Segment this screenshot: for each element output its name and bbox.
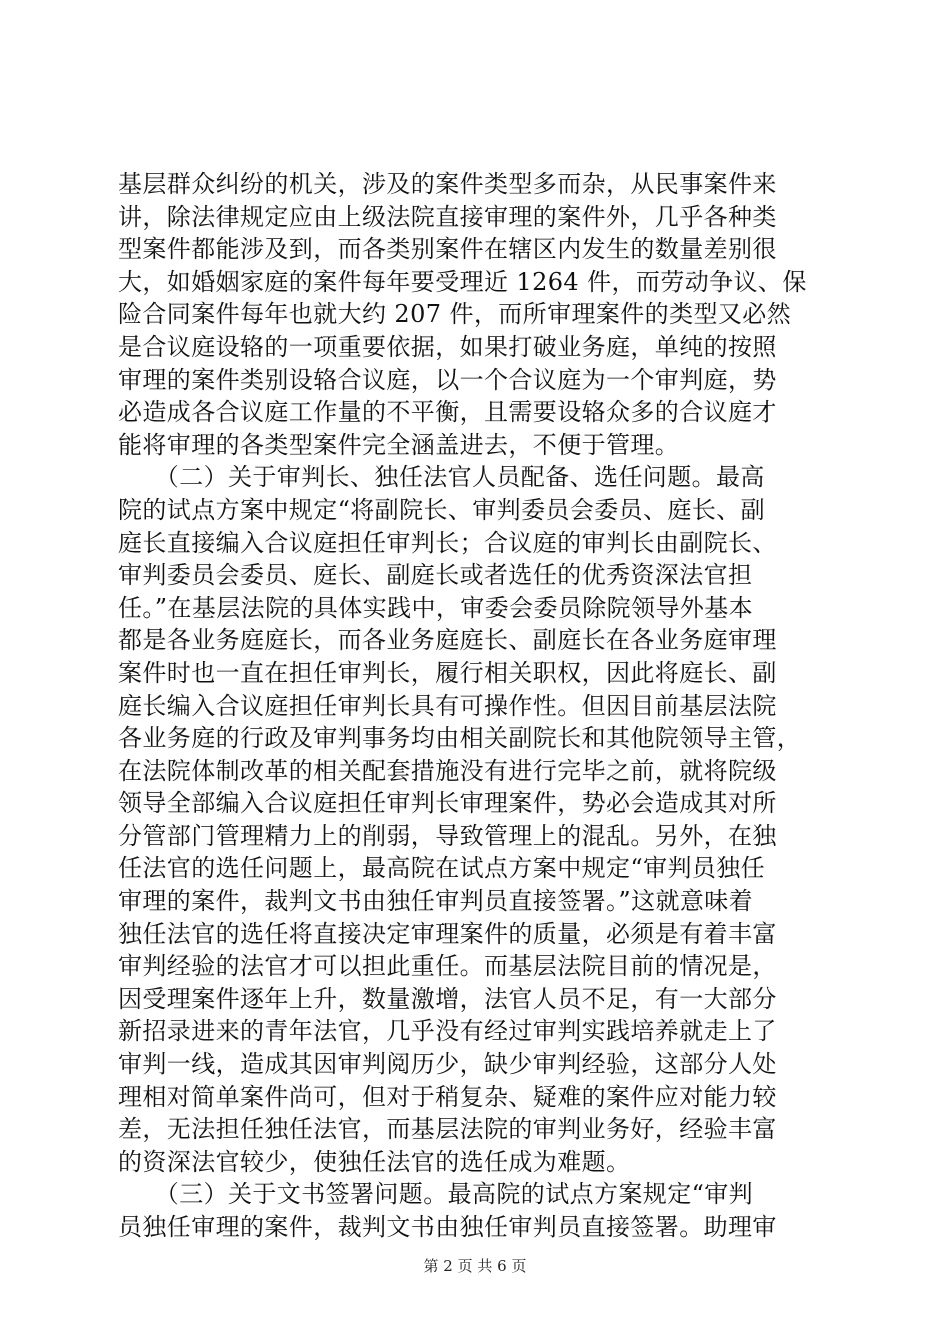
text-line: 新招录进来的青年法官，几乎没有经过审判实践培养就走上了: [118, 1017, 777, 1046]
text-line: 是合议庭设辂的一项重要依据，如果打破业务庭，单纯的按照: [118, 332, 777, 361]
text-line: 理相对简单案件尚可，但对于稍复杂、疑难的案件应对能力较: [118, 1082, 777, 1111]
text-line: 基层群众纠纷的机关，涉及的案件类型多而杂，从民事案件来: [118, 170, 777, 198]
text-line: 庭长直接编入合议庭担任审判长；合议庭的审判长由副院长、: [118, 528, 777, 557]
document-body: [118, 168, 830, 1244]
text-line: 能将审理的各类型案件完全涵盖进去，不便于管理。: [118, 430, 680, 459]
text-line: 院的试点方案中规定“将副院长、审判委员会委员、庭长、副: [118, 495, 766, 524]
page-number-label: 第 2 页 共 6 页: [423, 1257, 527, 1275]
text-line: 领导全部编入合议庭担任审判长审理案件，势必会造成其对所: [118, 789, 777, 818]
text-line: 任。”在基层法院的具体实践中，审委会委员除院领导外基本: [118, 593, 754, 622]
page-footer: [0, 1256, 950, 1276]
text-line: 在法院体制改革的相关配套措施没有进行完毕之前，就将院级: [118, 756, 777, 785]
text-line: 各业务庭的行政及审判事务均由相关副院长和其他院领导主管，: [118, 724, 802, 753]
text-line: 险合同案件每年也就大约 207 件，而所审理案件的类型又必然: [118, 300, 792, 329]
text-line: 任法官的选任问题上，最高院在试点方案中规定“审判员独任: [118, 854, 766, 883]
text-line: 因受理案件逐年上升，数量激增，法官人员不足，有一大部分: [118, 984, 777, 1013]
text-line: 审判委员会委员、庭长、副庭长或者选任的优秀资深法官担: [118, 561, 753, 590]
text-line: 审理的案件，裁判文书由独任审判员直接签署。”这就意味着: [118, 887, 754, 916]
text-line: 案件时也一直在担任审判长，履行相关职权，因此将庭长、副: [118, 658, 777, 687]
text-line: （三）关于文书签署问题。最高院的试点方案规定“审判: [118, 1180, 754, 1209]
text-line: 的资深法官较少，使独任法官的选任成为难题。: [118, 1147, 631, 1176]
text-line: 审判经验的法官才可以担此重任。而基层法院目前的情况是，: [118, 952, 777, 981]
text-line: 庭长编入合议庭担任审判长具有可操作性。但因目前基层法院: [118, 691, 777, 720]
text-line: 讲，除法律规定应由上级法院直接审理的案件外，几乎各种类: [118, 202, 777, 231]
text-line: 分管部门管理精力上的削弱，导致管理上的混乱。另外，在独: [118, 821, 777, 850]
text-line: （二）关于审判长、独任法官人员配备、选任问题。最高: [118, 463, 765, 492]
text-line: 型案件都能涉及到，而各类别案件在辖区内发生的数量差别很: [118, 235, 777, 264]
text-line: 审判一线，造成其因审判阅历少，缺少审判经验，这部分人处: [118, 1050, 777, 1079]
text-line: 大，如婚姻家庭的案件每年要受理近 1264 件，而劳动争议、保: [118, 267, 807, 296]
text-line: 审理的案件类别设辂合议庭，以一个合议庭为一个审判庭，势: [118, 365, 777, 394]
text-line: 独任法官的选任将直接决定审理案件的质量，必须是有着丰富: [118, 919, 777, 948]
text-line: 都是各业务庭庭长，而各业务庭庭长、副庭长在各业务庭审理: [118, 626, 777, 655]
text-line: 必造成各合议庭工作量的不平衡，且需要设辂众多的合议庭才: [118, 398, 777, 427]
text-line: 员独任审理的案件，裁判文书由独任审判员直接签署。助理审: [118, 1213, 777, 1241]
text-line: 差，无法担任独任法官，而基层法院的审判业务好，经验丰富: [118, 1115, 777, 1144]
